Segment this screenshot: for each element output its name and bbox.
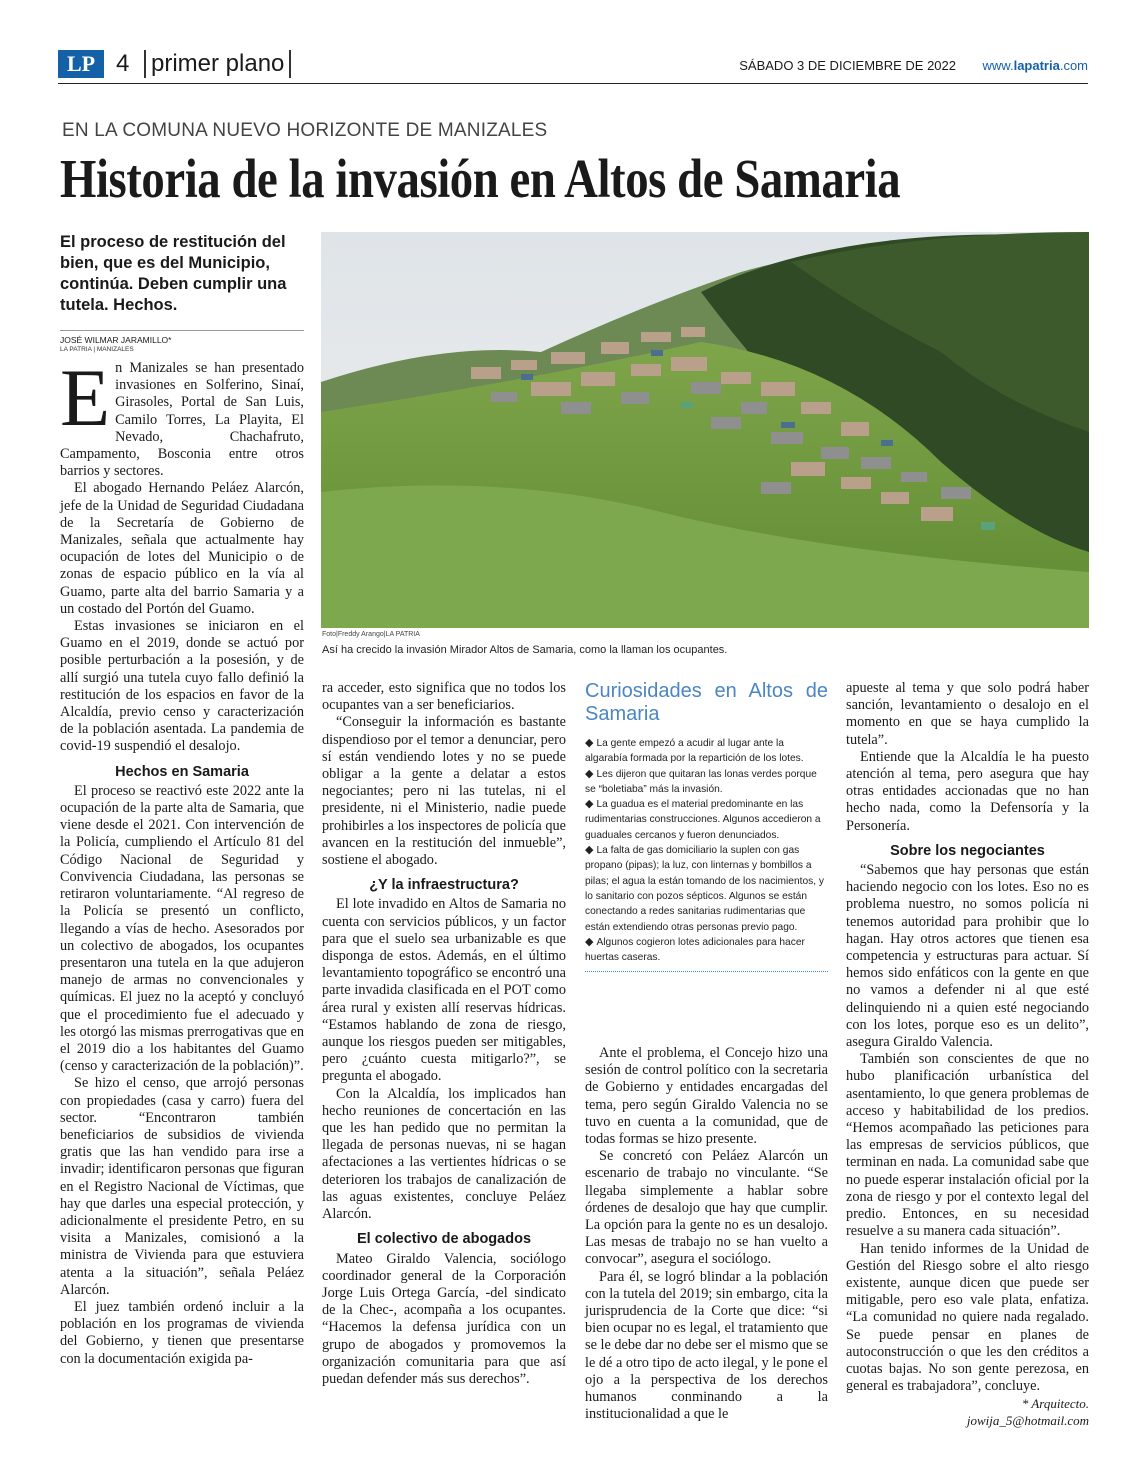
newspaper-logo: LP <box>58 50 104 78</box>
paragraph: Se hizo el censo, que arrojó personas con propiedades (casa y carro) fuera del sector. “Encontraron también beneficiarios de subsidios de vivienda gratis que las han vendido para irse a invadir; identificaron personas que figuran en el Registro Nacional de Víctimas, que hay que darles una especial protección, y adicionalmente el presidente Petro, en su visita a Manizales, comisionó a la ministra de Vivienda para que estuviera atenta a la situación”, señala Peláez Alarcón. <box>60 1075 304 1298</box>
sidebar-item: ◆ La guadua es el material predominante en las rudimentarias construcciones. Algunos accedieron a guaduales cercanos y fueron denunciados. <box>585 797 828 843</box>
page-number: 4 <box>116 50 130 77</box>
column-1 <box>60 352 304 1368</box>
sidebar-item: ◆ La gente empezó a acudir al lugar ante la algarabía formada por la repartición de los lotes. <box>585 736 828 767</box>
sidebar-item: ◆ Algunos cogieron lotes adicionales para hacer huertas caseras. <box>585 935 828 966</box>
sidebar-item: ◆ Les dijeron que quitaran las lonas verdes porque se “boletiaba” más la invasión. <box>585 767 828 798</box>
column-3 <box>585 680 828 972</box>
subheading-hechos: Hechos en Samaria <box>115 763 249 780</box>
issue-date: SÁBADO 3 DE DICIEMBRE DE 2022 <box>739 58 956 73</box>
paragraph: También son conscientes de que no hubo planificación urbanística del asentamiento, lo que genera problemas de acceso y habitabilidad de los predios. “Hemos acompañado las peticiones para las empresas de servicios públicos, que terminan en nada. La comunidad sabe que no puede esperar instalación oficial por la zona de riesgo y por el contexto legal del predio. Entonces, en su necesidad resuelve a su manera cada situación”. <box>846 1051 1089 1240</box>
sidebar-title: Curiosidades en Altos de Samaria <box>585 680 828 725</box>
column-3-text <box>585 1045 828 1423</box>
web-name: lapatria <box>1013 58 1060 73</box>
page-header <box>58 48 1088 84</box>
paragraph: “Sabemos que hay personas que están haciendo negocio con los lotes. Eso no es problema nuestro, no somos policía ni tenemos autoridad para prohibir que lo hagan. Hay otros actores que tienen esa competencia y estructuras para actuar. Sí hemos sido enfáticos con la gente en que no vamos a defender ni al que esté delinquiendo ni a quien esté negociando con los lotes, porque eso es un delito”, asegura Giraldo Valencia. <box>846 862 1089 1051</box>
subheading-infraestructura: ¿Y la infraestructura? <box>369 877 519 894</box>
paragraph: Mateo Giraldo Valencia, sociólogo coordinador general de la Corporación Jorge Luis Ortega García, -del sindicato de la Chec-, acompaña a los ocupantes. “Hacemos la defensa jurídica con un grupo de abogados y promovemos la organización comunitaria para que así puedan defender más sus derechos”. <box>322 1250 566 1387</box>
paragraph: Ante el problema, el Concejo hizo una sesión de control político con la secretaria de Gobierno y entidades encargadas del tema, pero según Giraldo Valencia no se tuvo en cuenta a la comunidad, que de todas formas se hizo presente. <box>585 1045 828 1148</box>
column-2 <box>322 680 566 1388</box>
paragraph: Han tenido informes de la Unidad de Gestión del Riesgo sobre el alto riesgo existente, aunque dicen que puede ser mitigable, pero eso vale plata, enfatiza. “La comunidad no quiere nada regalado. Se puede pensar en planes de autoconstrucción o que les den créditos a cuotas bajas. No son gente perezosa, en general es trabajadora”, concluye. <box>846 1240 1089 1395</box>
sidebar-item: ◆ La falta de gas domiciliario la suplen con gas propano (pipas); la luz, con linternas y bombillos a pilas; el agua la están tomando de los nacimientos, y lo sanitario con pozos sépticos. Algunos se están conectando a redes sanitarias rudimentarias que están extendiendo otras personas previo pago. <box>585 843 828 935</box>
article-kicker: EN LA COMUNA NUEVO HORIZONTE DE MANIZALES <box>62 120 548 141</box>
website-link[interactable] <box>983 58 1088 73</box>
article-photo <box>321 232 1089 628</box>
author-email[interactable]: jowija_5@hotmail.com <box>966 1413 1089 1429</box>
column-4 <box>846 680 1089 1429</box>
subheading-negociantes: Sobre los negociantes <box>890 842 1045 859</box>
drop-cap: E <box>60 352 111 443</box>
paragraph: ra acceder, esto significa que no todos los ocupantes van a ser beneficiarios. <box>322 680 566 714</box>
photo-credit: Foto|Freddy Arango|LA PATRIA <box>322 631 420 638</box>
section-name: primer plano <box>144 50 291 78</box>
paragraph: Para él, se logró blindar a la población con la tutela del 2019; sin embargo, cita la jurisprudencia de la Corte que dice: “si bien ocupar no es legal, el tratamiento que se le debe dar no debe ser el mismo que se le dé a otro tipo de acto ilegal, y le pone el ojo a la perspectiva de los derechos humanos conminando a la institucionalidad a que le <box>585 1268 828 1423</box>
hillside-settlement-illustration <box>321 232 1089 628</box>
lead-text: n Manizales se han presentado invasiones en Solferino, Sinaí, Girasoles, Portal de San Luis, Camilo Torres, La Playita, El Nevado, Chachafruto, Campamento, Bosconia entre otros barrios y sectores. <box>60 360 304 480</box>
article-headline: Historia de la invasión en Altos de Samaria <box>60 148 901 209</box>
author-title: * Arquitecto. <box>1021 1396 1089 1412</box>
paragraph: Entiende que la Alcaldía le ha puesto atención al tema, pero asegura que hay otras entidades accionadas que no han hecho nada, como la Defensoría y la Personería. <box>846 748 1089 834</box>
sidebar-list <box>585 736 828 965</box>
article-lede: El proceso de restitución del bien, que es del Municipio, continúa. Deben cumplir una tutela. Hechos. <box>60 233 287 314</box>
lead-paragraph <box>60 352 304 480</box>
paragraph: El proceso se reactivó este 2022 ante la ocupación de la parte alta de Samaria, que viene desde el 2021. Con intervención de la Policía, cumpliendo el Artículo 81 del Código Nacional de Seguridad y Convivencia Ciudadana, las personas se retiraron voluntariamente. “Al regreso de la Policía se presentó un conflicto, llegando a vías de hecho. Asesorados por un colectivo de abogados, los ocupantes presentaron una tutela en la que adujeron manejo de armas no convencionales y químicas. El juez no la aceptó y concluyó que el procedimiento fue el adecuado y les otorgó las mismas prerrogativas que en el 2019 dio a los habitantes del Guamo (censo y caracterización de la población)”. <box>60 782 304 1075</box>
byline-source: LA PATRIA | MANIZALES <box>60 346 134 353</box>
web-suffix: .com <box>1059 58 1088 73</box>
paragraph: El juez también ordenó incluir a la población en los programas de vivienda del Gobierno, y tienen que presentarse con la documentación exigida pa- <box>60 1298 304 1367</box>
paragraph: Se concretó con Peláez Alarcón un escenario de trabajo no vinculante. “Se llegaba simplemente a hablar sobre órdenes de desalojo que hay que cumplir. La opción para la gente no es un desalojo. Las mesas de trabajo no se han vuelto a convocar”, asegura el sociólogo. <box>585 1148 828 1268</box>
paragraph: El abogado Hernando Peláez Alarcón, jefe de la Unidad de Seguridad Ciudadana de la Secretaría de Gobierno de Manizales, señala que actualmente hay ocupación de lotes del Municipio o de zonas de espacio público en la vía al Guamo, parte alta del barrio Samaria y a un costado del Portón del Guamo. <box>60 480 304 617</box>
subheading-colectivo: El colectivo de abogados <box>356 1231 532 1248</box>
paragraph: Estas invasiones se iniciaron en el Guamo en el 2019, donde se actuó por posible perturbación a la posesión, y de allí surgió una tutela cuyo fallo definió la restitución de los espacios en favor de la Alcaldía, previo censo y caracterización de la población asentada. La pandemia de covid-19 suspendió el desalojo. <box>60 618 304 755</box>
byline-author: JOSÉ WILMAR JARAMILLO* <box>60 330 304 345</box>
paragraph: “Conseguir la información es bastante dispendioso por el temor a denunciar, pero sí están vendiendo lotes y no se puede obligar a la gente a delatar a estos negociantes; pero ni las tutelas, ni el presidente, ni el Ministerio, nadie puede prohibirles a los inspectores de policía que avancen en la restitución del inmueble”, sostiene el abogado. <box>322 714 566 869</box>
paragraph: Con la Alcaldía, los implicados han hecho reuniones de concertación en las que les han pedido que no permitan la llegada de personas nuevas, ni se hagan afectaciones a las vertientes hídricas o se deterioren los trabajos de canalización de las aguas existentes, concluye Peláez Alarcón. <box>322 1085 566 1223</box>
sidebar-divider <box>585 971 828 972</box>
photo-caption: Así ha crecido la invasión Mirador Altos de Samaria, como la llaman los ocupantes. <box>322 644 728 656</box>
paragraph: El lote invadido en Altos de Samaria no cuenta con servicios públicos, y un factor para que el suelo sea urbanizable es que disponga de estos. Además, en el último levantamiento topográfico se encontró una parte invadida clasificada en el POT como área rural y existen allí reservas hídricas. “Estamos hablando de zona de riesgo, aunque los riesgos pueden ser mitigables, pero ¿cuánto cuesta mitigarlo?”, se pregunta el abogado. <box>322 896 566 1085</box>
paragraph: apueste al tema y que solo podrá haber sanción, levantamiento o desalojo en el momento en que se haya cumplido la tutela”. <box>846 680 1089 748</box>
web-prefix: www. <box>982 58 1014 73</box>
